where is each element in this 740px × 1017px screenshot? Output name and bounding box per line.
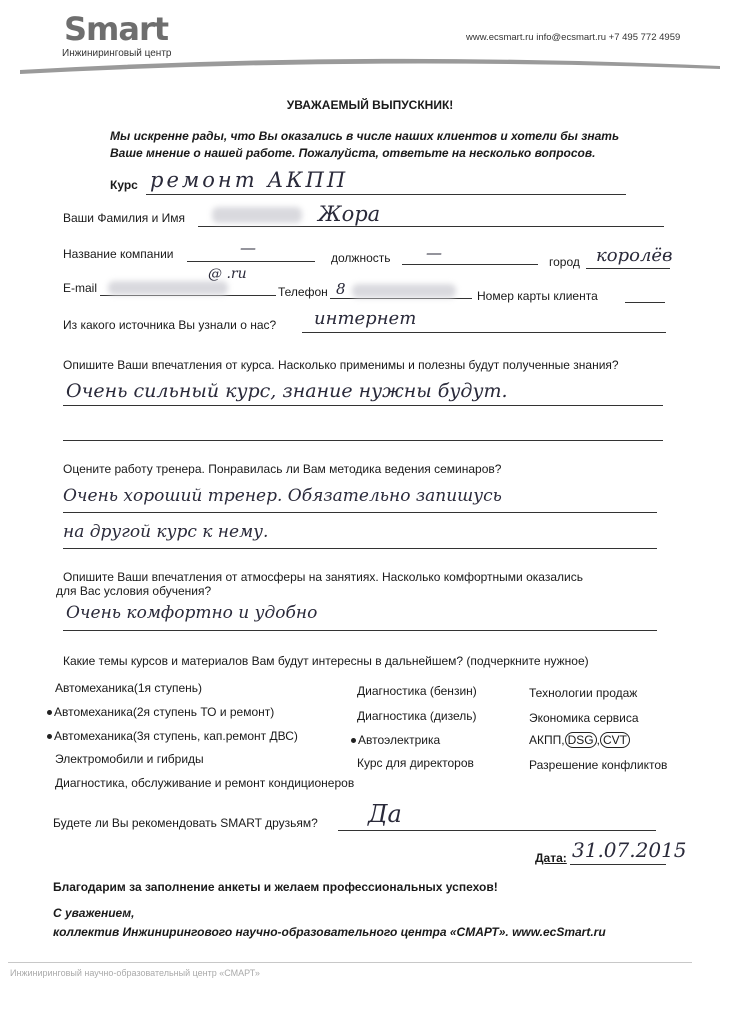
- redacted-surname: [212, 207, 302, 223]
- redacted-phone: [352, 284, 456, 298]
- answer-line-2a: [63, 512, 657, 513]
- selected-mark-icon: [351, 738, 356, 743]
- question-atmosphere-line-1: Опишите Ваши впечатления от атмосферы на занятиях. Насколько комфортными оказались: [63, 570, 583, 584]
- selected-mark-icon: [47, 734, 52, 739]
- client-card-line: [625, 302, 665, 303]
- smart-logo: Smart: [64, 10, 169, 48]
- course-line: [146, 194, 626, 195]
- redacted-email: [108, 281, 228, 295]
- city-line: [586, 268, 670, 269]
- intro-line-1: Мы искренне рады, что Вы оказались в числе наших клиентов и хотели бы знать: [110, 129, 620, 143]
- answer-line-2b: [63, 548, 657, 549]
- circled-cvt: CVT: [600, 732, 630, 748]
- answer-line-1b: [63, 440, 663, 441]
- answer-line-3: [63, 630, 657, 631]
- phone-line: [330, 298, 472, 299]
- topic-diagnostics-petrol[interactable]: Диагностика (бензин): [357, 684, 477, 698]
- phone-label: Телефон: [278, 285, 328, 299]
- circled-dsg: DSG: [565, 732, 597, 748]
- topic-electric-hybrid[interactable]: Электромобили и гибриды: [55, 752, 204, 766]
- company-line: [187, 261, 315, 262]
- answer-line-1a: [63, 405, 663, 406]
- email-value[interactable]: @ .ru: [208, 266, 247, 282]
- name-label: Ваши Фамилия и Имя: [63, 211, 186, 225]
- recommend-label: Будете ли Вы рекомендовать SMART друзьям?: [53, 816, 318, 830]
- phone-value[interactable]: 8: [336, 280, 346, 298]
- topic-conflict-resolution[interactable]: Разрешение конфликтов: [529, 758, 668, 772]
- intro-text: [110, 128, 670, 162]
- topic-auto-mechanics-2[interactable]: Автомеханика(2я ступень ТО и ремонт): [47, 705, 274, 719]
- thanks-text: Благодарим за заполнение анкеты и желаем профессиональных успехов!: [53, 880, 498, 894]
- city-value[interactable]: королёв: [596, 245, 673, 266]
- recommend-value[interactable]: Да: [368, 800, 402, 828]
- course-value[interactable]: ремонт АКПП: [150, 168, 349, 192]
- email-label: E-mail: [63, 281, 98, 295]
- header-swoosh-graphic: [0, 52, 740, 82]
- answer-trainer-line-2[interactable]: на другой курс к нему.: [63, 522, 269, 542]
- answer-course-impressions[interactable]: Очень сильный курс, знание нужны будут.: [66, 380, 508, 402]
- logo-subtitle: Инжиниринговый центр: [62, 48, 172, 59]
- topic-transmissions[interactable]: АКПП, DSG , CVT: [529, 733, 630, 747]
- source-line: [302, 332, 666, 333]
- regards-text: С уважением,: [53, 906, 135, 920]
- header-contacts: www.ecsmart.ru info@ecsmart.ru +7 495 772 4959: [466, 32, 681, 43]
- name-value[interactable]: Жора: [318, 202, 381, 226]
- position-label: должность: [331, 251, 391, 265]
- source-value[interactable]: интернет: [314, 308, 417, 329]
- name-line: [198, 226, 664, 227]
- topic-sales-technologies[interactable]: Технологии продаж: [529, 686, 638, 700]
- topic-auto-electrics[interactable]: Автоэлектрика: [351, 733, 440, 747]
- question-atmosphere-line-2: для Вас условия обучения?: [56, 584, 212, 598]
- email-line: [100, 295, 276, 296]
- client-card-label: Номер карты клиента: [477, 289, 598, 303]
- date-line: [570, 864, 666, 865]
- topic-diagnostics-diesel[interactable]: Диагностика (дизель): [357, 709, 477, 723]
- footer-divider: [8, 962, 692, 963]
- team-signature: коллектив Инжинирингового научно-образовательного центра «СМАРТ». www.ecSmart.ru: [53, 925, 606, 939]
- position-line: [402, 264, 538, 265]
- topic-directors-course[interactable]: Курс для директоров: [357, 756, 474, 770]
- answer-trainer-line-1[interactable]: Очень хороший тренер. Обязательно запишусь: [63, 486, 502, 506]
- question-course-impressions: Опишите Ваши впечатления от курса. Насколько применимы и полезны будут полученные знания?: [63, 358, 619, 372]
- source-label: Из какого источника Вы узнали о нас?: [63, 318, 277, 332]
- intro-line-2: Ваше мнение о нашей работе. Пожалуйста, ответьте на несколько вопросов.: [110, 146, 596, 160]
- company-value[interactable]: —: [240, 238, 256, 257]
- selected-mark-icon: [47, 710, 52, 715]
- course-label: Курс: [110, 178, 138, 192]
- topic-air-conditioning[interactable]: Диагностика, обслуживание и ремонт кондиционеров: [55, 776, 355, 790]
- question-trainer: Оцените работу тренера. Понравилась ли Вам методика ведения семинаров?: [63, 462, 502, 476]
- recommend-line: [338, 830, 656, 831]
- date-value[interactable]: 31.07.2015: [572, 838, 687, 862]
- footer-text: Инжиниринговый научно-образовательный центр «СМАРТ»: [10, 968, 260, 978]
- date-label: Дата:: [535, 851, 567, 865]
- city-label: город: [549, 255, 580, 269]
- form-title: УВАЖАЕМЫЙ ВЫПУСКНИК!: [286, 98, 454, 112]
- topic-auto-mechanics-1[interactable]: Автомеханика(1я ступень): [55, 681, 203, 695]
- company-label: Название компании: [63, 247, 174, 261]
- answer-atmosphere[interactable]: Очень комфортно и удобно: [66, 603, 318, 623]
- position-value[interactable]: —: [426, 243, 442, 262]
- topic-auto-mechanics-3[interactable]: Автомеханика(3я ступень, кап.ремонт ДВС): [47, 729, 298, 743]
- question-topics: Какие темы курсов и материалов Вам будут интересны в дальнейшем? (подчеркните нужное): [63, 654, 589, 668]
- topic-service-economics[interactable]: Экономика сервиса: [529, 711, 639, 725]
